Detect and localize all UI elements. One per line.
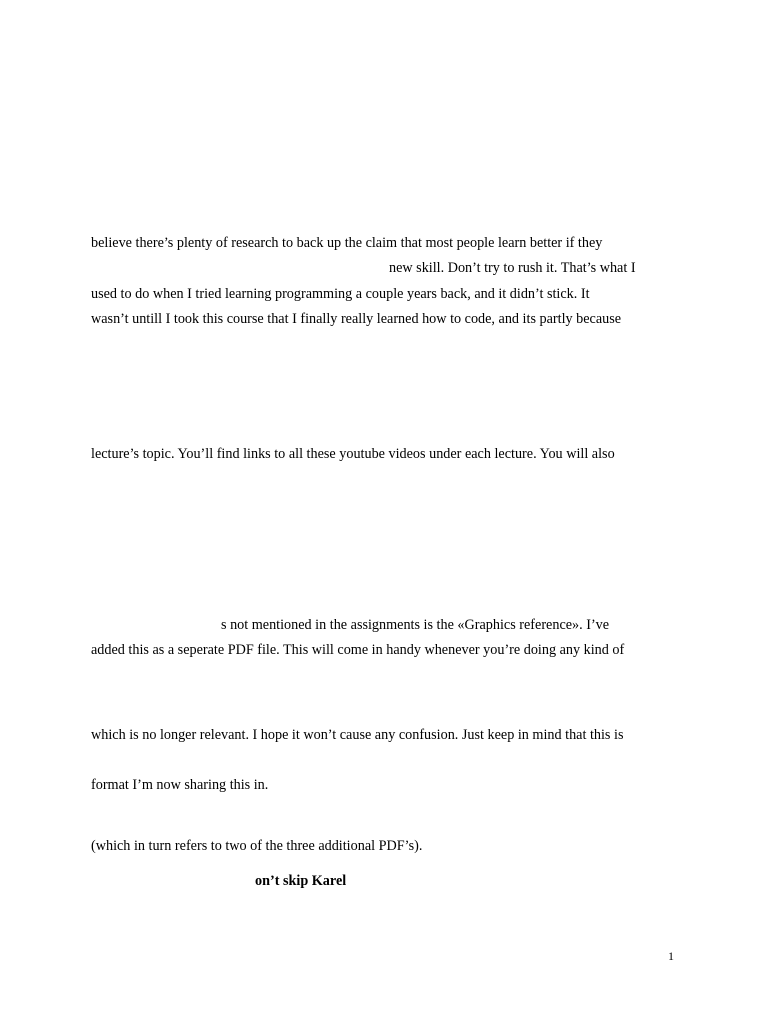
- text-line-10: (which in turn refers to two of the three additional PDF’s).: [91, 838, 423, 854]
- page-number: 1: [668, 949, 674, 963]
- text-line-7: added this as a seperate PDF file. This will come in handy whenever you’re doing any kind of: [91, 642, 625, 658]
- section-heading: on’t skip Karel: [255, 873, 347, 889]
- text-line-5: lecture’s topic. You’ll find links to all these youtube videos under each lecture. You will also: [91, 446, 615, 462]
- text-line-2: new skill. Don’t try to rush it. That’s what I: [389, 260, 636, 276]
- text-line-3: used to do when I tried learning programming a couple years back, and it didn’t stick. It: [91, 286, 590, 302]
- text-line-9: format I’m now sharing this in.: [91, 777, 269, 793]
- text-line-6: s not mentioned in the assignments is the «Graphics reference». I’ve: [221, 617, 610, 633]
- text-line-1: believe there’s plenty of research to back up the claim that most people learn better if they: [91, 235, 603, 251]
- text-line-4: wasn’t untill I took this course that I finally really learned how to code, and its partly because: [91, 311, 622, 327]
- text-line-8: which is no longer relevant. I hope it won’t cause any confusion. Just keep in mind that this is: [91, 727, 624, 743]
